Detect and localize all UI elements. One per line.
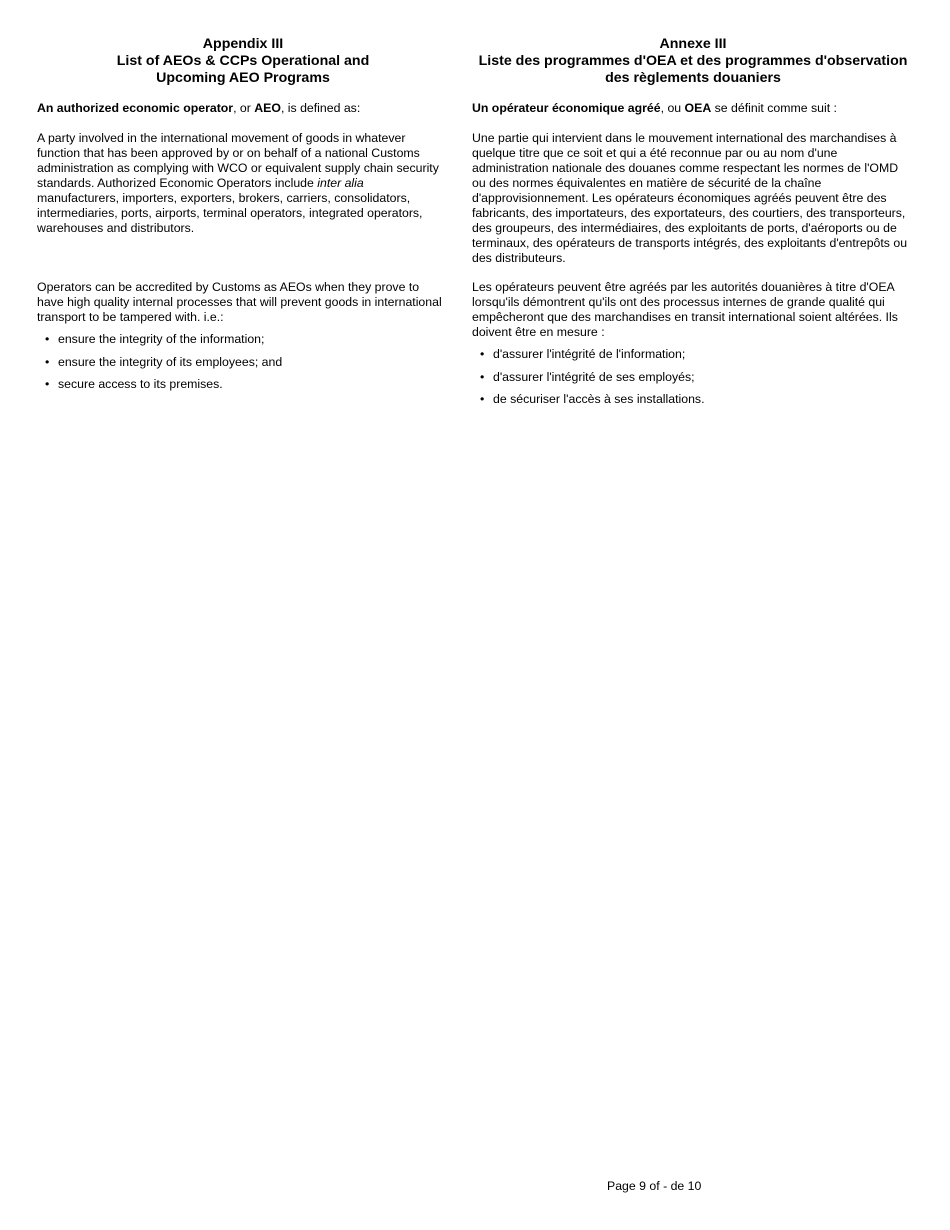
english-intro-text-1: , or — [233, 101, 255, 115]
english-heading-line-2: List of AEOs & CCPs Operational and — [116, 53, 370, 69]
french-intro-abbrev: OEA — [684, 101, 712, 115]
french-intro-term: Un opérateur économique agréé — [472, 101, 661, 115]
french-column — [472, 36, 914, 406]
english-intro-term: An authorized economic operator — [37, 101, 234, 115]
english-heading-line-1: Appendix III — [202, 36, 284, 52]
list-item — [472, 392, 914, 407]
english-intro — [37, 101, 449, 116]
english-definition-text-2: manufacturers, importers, exporters, brokers, carriers, consolidators, intermediaries, ports, airports, terminal operators, integrated operators, warehouses and distributors. — [37, 191, 423, 235]
english-heading-line-3: Upcoming AEO Programs — [156, 70, 330, 86]
list-item-text: d'assurer l'intégrité de ses employés; — [493, 369, 695, 384]
bullet-icon: • — [45, 377, 50, 391]
french-intro — [472, 101, 914, 116]
french-definition: Une partie qui intervient dans le mouvement international des marchandises à quelque titre que ce soit et qui a été reconnue par ou au nom d'une administration nationale des douanes comme respectant les normes de l'OMD ou des normes équivalentes en matière de sécurité de la chaîne d'approvisionnement. Les opérateurs économiques agréés peuvent être des fabricants, des importateurs, des exportateurs, des courtiers, des transporteurs, des groupeurs, des intermédiaires, des exploitants de ports, d'aéroports ou de terminaux, des opérateurs de transports intégrés, des exploitants d'entrepôts ou des distributeurs. — [472, 131, 908, 265]
english-intro-text-2: , is defined as: — [280, 101, 361, 115]
list-item-text: de sécuriser l'accès à ses installations. — [493, 392, 705, 406]
page-number: Page 9 of - de 10 — [607, 1179, 702, 1193]
french-intro-text-1: , ou — [660, 101, 685, 115]
list-item — [37, 332, 449, 347]
bullet-icon: • — [480, 369, 485, 384]
bullet-icon: • — [480, 347, 485, 361]
english-accreditation: Operators can be accredited by Customs as AEOs when they prove to have high quality internal processes that will prevent goods in international transport to be tampered with. i.e.: — [37, 280, 442, 324]
bullet-icon: • — [45, 354, 50, 369]
list-item-text: ensure the integrity of the information; — [58, 332, 265, 346]
french-intro-text-2: se définit comme suit : — [711, 101, 837, 115]
english-column — [37, 36, 449, 391]
english-bullet-list — [37, 332, 449, 400]
french-heading-line-2: Liste des programmes d'OEA et des programmes d'observation — [478, 53, 908, 69]
list-item — [37, 355, 449, 370]
french-accreditation: Les opérateurs peuvent être agréés par les autorités douanières à titre d'OEA lorsqu'ils démontrent qu'ils ont des processus internes de grande qualité qui empêcheront que des marchandises en transit international soient altérées. Ils doivent être en mesure : — [472, 280, 898, 339]
bullet-icon: • — [480, 392, 485, 406]
french-heading — [472, 36, 914, 87]
english-intro-abbrev: AEO — [254, 101, 281, 115]
list-item-text: d'assurer l'intégrité de l'information; — [493, 347, 686, 361]
list-item — [472, 370, 914, 385]
english-definition-italic: inter alia — [317, 176, 364, 190]
list-item-text: ensure the integrity of its employees; and — [58, 354, 283, 369]
french-heading-line-3: des règlements douaniers — [605, 70, 781, 86]
bullet-icon: • — [45, 332, 50, 346]
list-item — [37, 377, 449, 392]
french-bullet-list — [472, 347, 914, 415]
list-item-text: secure access to its premises. — [58, 377, 223, 391]
french-heading-line-1: Annexe III — [659, 36, 727, 52]
list-item — [472, 347, 914, 362]
english-definition-text-1: A party involved in the international movement of goods in whatever function that has been approved by or on behalf of a national Customs administration as complying with WCO or equivalent supply chain security standards. Authorized Economic Operators include — [37, 131, 439, 190]
english-heading — [37, 36, 449, 87]
english-definition — [37, 131, 449, 236]
